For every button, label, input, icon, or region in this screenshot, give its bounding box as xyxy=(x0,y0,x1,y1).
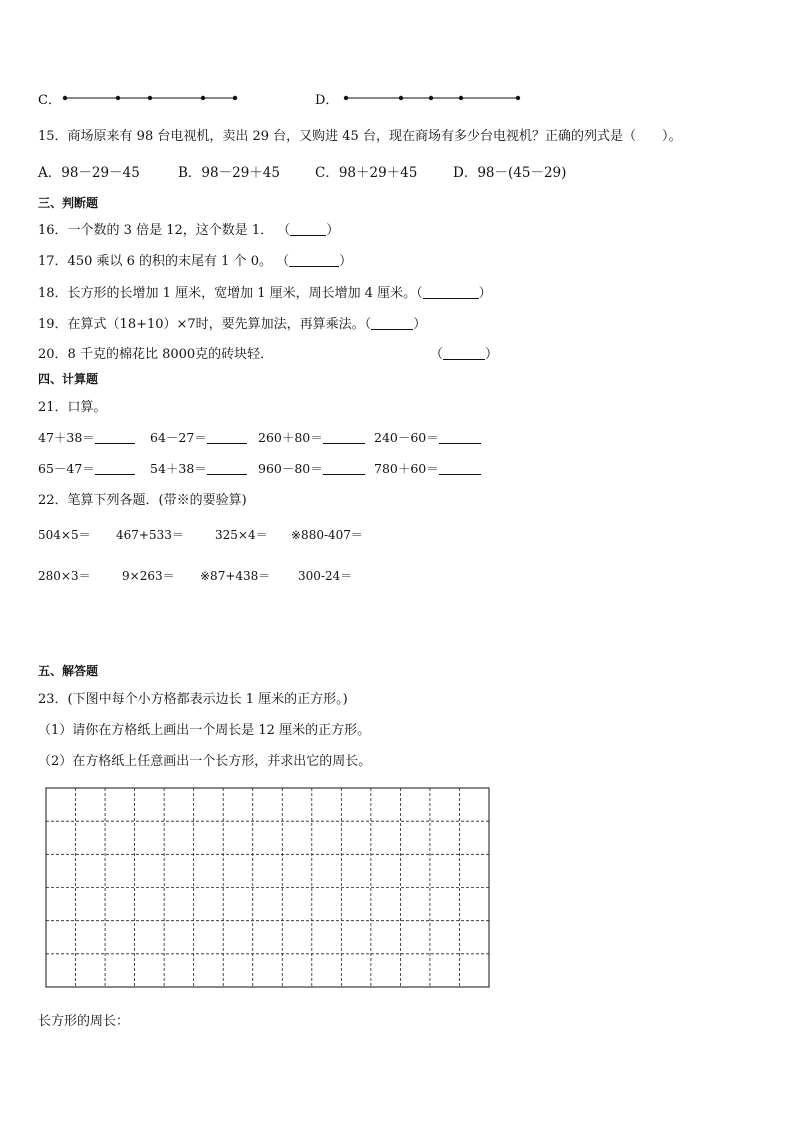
q18-answer-blank[interactable] xyxy=(423,286,479,299)
q16-answer-blank[interactable] xyxy=(290,223,326,236)
q22-problem: ※87+438＝ xyxy=(200,569,271,583)
section-5-title: 五、解答题 xyxy=(38,664,99,678)
q22-problem: 300-24＝ xyxy=(298,569,353,583)
q14-option-d-segment xyxy=(340,92,525,104)
q22-problem: 9×263＝ xyxy=(122,569,175,583)
answer-blank[interactable] xyxy=(95,431,135,444)
q19-line xyxy=(38,313,426,332)
q16-close: ） xyxy=(326,223,340,238)
answer-blank[interactable] xyxy=(95,462,135,475)
q18-line xyxy=(38,282,492,301)
answer-blank[interactable] xyxy=(439,462,481,475)
square-grid-paper[interactable] xyxy=(45,787,490,988)
q22-title: 22．笔算下列各题．(带※的要验算) xyxy=(38,493,247,508)
q20-open: （ xyxy=(430,347,444,362)
rectangle-perimeter-label: 长方形的周长： xyxy=(38,1014,130,1029)
q17-line xyxy=(38,250,352,269)
q14-option-c-label: C． xyxy=(38,93,61,108)
q21-item: 780＋60＝ xyxy=(374,459,481,477)
q21-item: 960－80＝ xyxy=(258,459,365,477)
answer-blank[interactable] xyxy=(207,462,247,475)
q16-text: 16．一个数的 3 倍是 12，这个数是 1． （ xyxy=(38,223,291,238)
q14-option-d-label: D． xyxy=(315,93,339,108)
q22-problem: ※880-407＝ xyxy=(291,528,363,542)
q21-item: 65－47＝ xyxy=(38,459,135,477)
q20-answer-blank[interactable] xyxy=(443,347,485,360)
q17-text: 17．450 乘以 6 的积的末尾有 1 个 0。 （ xyxy=(38,254,290,269)
section-3-title: 三、判断题 xyxy=(38,196,99,210)
answer-blank[interactable] xyxy=(323,431,365,444)
answer-blank[interactable] xyxy=(207,431,247,444)
q15-option-b: B．98－29＋45 xyxy=(178,165,280,181)
q21-item: 260＋80＝ xyxy=(258,428,365,446)
q22-problem: 504×5＝ xyxy=(38,528,91,542)
q19-close: ） xyxy=(413,317,427,332)
q21-item: 47＋38＝ xyxy=(38,428,135,446)
q17-answer-blank[interactable] xyxy=(289,254,339,267)
q15-option-d: D．98－(45－29) xyxy=(453,165,567,181)
answer-blank[interactable] xyxy=(323,462,365,475)
q21-title: 21．口算。 xyxy=(38,400,107,415)
q15-stem: 15．商场原来有 98 台电视机，卖出 29 台，又购进 45 台，现在商场有多少台电视机？正确的列式是（ ）。 xyxy=(38,129,682,144)
q21-item: 240－60＝ xyxy=(374,428,481,446)
q23-part-1: （1）请你在方格纸上画出一个周长是 12 厘米的正方形。 xyxy=(38,723,371,738)
q20-close: ） xyxy=(485,347,499,362)
q18-text: 18．长方形的长增加 1 厘米，宽增加 1 厘米，周长增加 4 厘米。（ xyxy=(38,286,423,301)
q22-problem: 280×3＝ xyxy=(38,569,91,583)
q19-text: 19．在算式（18+10）×7时，要先算加法，再算乘法。（ xyxy=(38,317,372,332)
q21-item: 54＋38＝ xyxy=(150,459,247,477)
answer-blank[interactable] xyxy=(439,431,481,444)
q15-option-a: A．98－29－45 xyxy=(38,165,140,181)
q20-text: 20．8 千克的棉花比 8000克的砖块轻． xyxy=(38,347,274,362)
q20-answer xyxy=(430,343,498,362)
q17-close: ） xyxy=(339,254,353,269)
q14-option-c-segment xyxy=(60,92,240,104)
q19-answer-blank[interactable] xyxy=(371,317,413,330)
q21-item: 64－27＝ xyxy=(150,428,247,446)
q18-close: ） xyxy=(478,286,492,301)
q15-option-c: C．98＋29＋45 xyxy=(315,165,418,181)
section-4-title: 四、计算题 xyxy=(38,372,99,386)
q16-line xyxy=(38,219,339,238)
q22-problem: 467+533＝ xyxy=(116,528,184,542)
q23-part-2: （2）在方格纸上任意画出一个长方形，并求出它的周长。 xyxy=(38,754,372,769)
q23-stem: 23．(下图中每个小方格都表示边长 1 厘米的正方形。) xyxy=(38,692,348,707)
q22-problem: 325×4＝ xyxy=(215,528,268,542)
